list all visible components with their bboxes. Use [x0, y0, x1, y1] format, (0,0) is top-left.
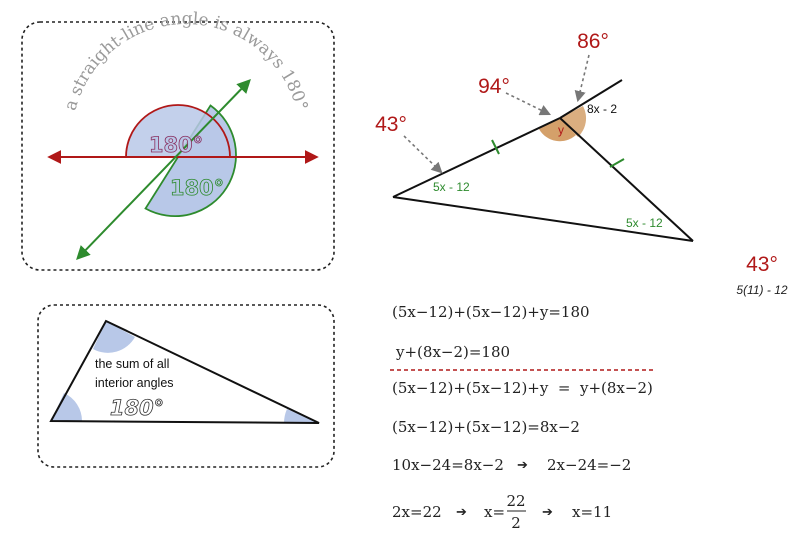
main-triangle-figure: [375, 30, 693, 241]
triangle-sum-panel: [38, 305, 334, 467]
angle-left: [51, 393, 82, 421]
angle-label-94: 94°: [478, 75, 510, 98]
result-angle-expr: 5(11) - 12: [736, 283, 788, 297]
equations: [390, 303, 654, 532]
angle-label-43: 43°: [375, 113, 407, 136]
red-angle-label: 180°: [148, 133, 204, 157]
side-right-expr: 5x - 12: [626, 216, 663, 230]
equation-5a: 10x−24=8x−2: [392, 456, 504, 474]
panel-border: [38, 305, 334, 467]
angle-label-86: 86°: [577, 30, 609, 53]
pointer-43: [404, 136, 441, 172]
straight-line-caption: a straight-line angle is always 180°: [60, 9, 312, 113]
equation-3: (5x−12)+(5x−12)+y = y+(8x−2): [392, 379, 653, 397]
equation-4: (5x−12)+(5x−12)=8x−2: [392, 418, 580, 436]
result-angle-value: 43°: [746, 253, 778, 276]
equation-6c: x=11: [572, 503, 613, 521]
equal-tick-right: [610, 159, 624, 167]
small-triangle: [51, 321, 319, 423]
exterior-expr: 8x - 2: [587, 102, 618, 116]
straight-line-angle-panel: [22, 9, 334, 270]
pointer-86: [578, 55, 589, 100]
sum-label: 180°: [109, 396, 165, 420]
equation-1: (5x−12)+(5x−12)+y=180: [392, 303, 590, 321]
equation-5b: 2x−24=−2: [547, 456, 632, 474]
arrow-icon: ➔: [456, 504, 467, 519]
equation-6b-numerator: 22: [506, 492, 526, 510]
arrow-icon: ➔: [517, 457, 528, 472]
side-left: [393, 118, 560, 197]
pointer-94: [506, 93, 549, 114]
green-angle-label: 180°: [169, 176, 225, 200]
equation-6b-lhs: x=: [484, 503, 506, 521]
arrow-icon: ➔: [542, 504, 553, 519]
equation-6b-denominator: 2: [511, 514, 521, 532]
angle-y-label: y: [558, 123, 564, 137]
sum-note-line2: interior angles: [95, 376, 174, 390]
side-left-expr: 5x - 12: [433, 180, 470, 194]
sum-note-line1: the sum of all: [95, 357, 170, 371]
equation-2: y+(8x−2)=180: [396, 343, 511, 361]
equation-6a: 2x=22: [392, 503, 442, 521]
